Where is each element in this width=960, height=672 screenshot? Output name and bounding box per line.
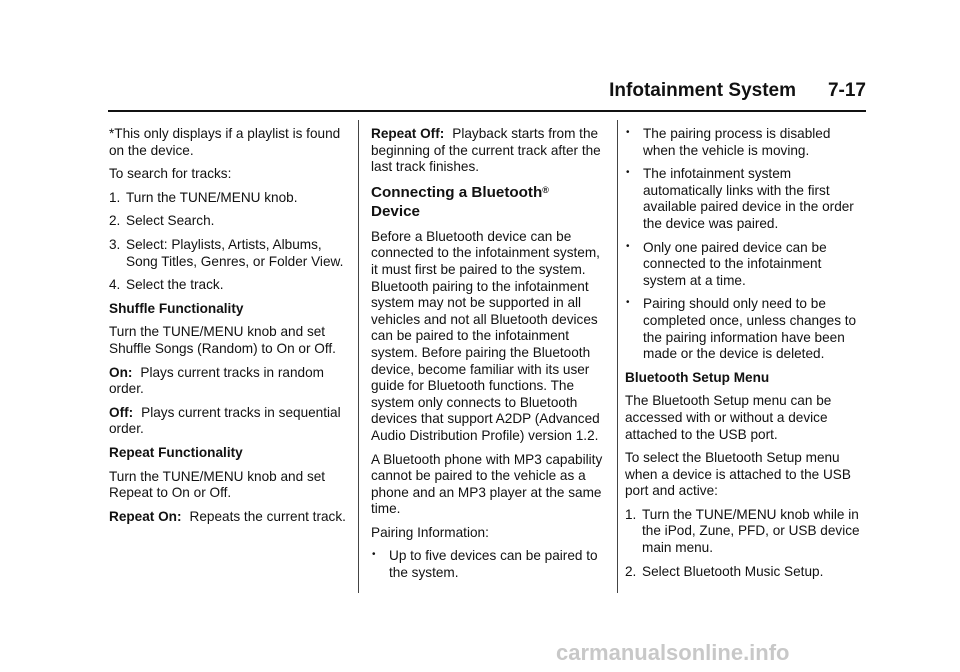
- list-item: • Up to five devices can be paired to the system.: [372, 548, 598, 581]
- on-definition: On: Plays current tracks in random order.: [109, 364, 324, 397]
- repeat-off-definition: Repeat Off: Playback starts from the beginning of the current track after the last track finishes.: [371, 126, 601, 175]
- list-item: 2. Select Search.: [109, 213, 215, 229]
- column-1: [109, 126, 347, 532]
- column-divider-2: [617, 120, 618, 593]
- search-intro: To search for tracks:: [109, 166, 232, 182]
- bullet-icon: •: [626, 167, 630, 179]
- footer-watermark[interactable]: carmanualsonline.info: [556, 640, 790, 665]
- repeat-text: Turn the TUNE/MENU knob and set Repeat to On or Off.: [109, 468, 326, 501]
- list-item: • The pairing process is disabled when the vehicle is moving.: [626, 126, 831, 158]
- list-item: 4. Select the track.: [109, 277, 224, 293]
- setup-menu-instructions: To select the Bluetooth Setup menu when a device is attached to the USB port and active:: [625, 450, 851, 499]
- bullet-icon: •: [626, 127, 630, 138]
- bluetooth-section-heading: Connecting a Bluetooth® Device: [371, 183, 549, 220]
- section-title: Infotainment System: [609, 80, 796, 101]
- mp3-note: A Bluetooth phone with MP3 capability cannot be paired to the vehicle as a phone and an MP3 player at the same time.: [371, 451, 603, 517]
- page-header: [108, 80, 866, 106]
- setup-menu-heading: Bluetooth Setup Menu: [625, 369, 770, 385]
- shuffle-heading: Shuffle Functionality: [109, 300, 244, 316]
- playlist-note: *This only displays if a playlist is found on the device.: [109, 126, 341, 158]
- list-item: • Only one paired device can be connected to the infotainment system at a time.: [626, 239, 827, 288]
- list-item: 3. Select: Playlists, Artists, Albums, Song Titles, Genres, or Folder View.: [109, 236, 344, 269]
- bullet-icon: •: [626, 297, 630, 309]
- pairing-info-label: Pairing Information:: [371, 524, 489, 540]
- list-item: • Pairing should only need to be completed once, unless changes to the pairing information have been made or the device is deleted.: [626, 296, 857, 362]
- page-number: 7-17: [827, 80, 866, 101]
- column-divider-1: [358, 120, 359, 593]
- header-rule: [108, 110, 866, 112]
- off-definition: Off: Plays current tracks in sequential order.: [109, 404, 341, 437]
- shuffle-text: Turn the TUNE/MENU knob and set Shuffle Songs (Random) to On or Off.: [109, 324, 336, 356]
- column-3: [625, 126, 863, 587]
- bullet-icon: •: [372, 549, 376, 561]
- bullet-icon: •: [626, 240, 630, 252]
- list-item: 2. Select Bluetooth Music Setup.: [625, 563, 824, 579]
- list-item: 1. Turn the TUNE/MENU knob while in the iPod, Zune, PFD, or USB device main menu.: [625, 506, 860, 556]
- repeat-heading: Repeat Functionality: [109, 444, 243, 460]
- bluetooth-intro: Before a Bluetooth device can be connected to the infotainment system, it must first be paired to the system. Bluetooth pairing to the infotainment system may not be supported in all vehicles and not all Bluetooth devices can be paired to the infotainment system. Before pairing the Bluetooth device, become familiar with its user guide for Bluetooth functions. The system only connects to Bluetooth devices that support A2DP (Advanced Audio Distribution Profile) version 1.2.: [371, 228, 600, 443]
- repeat-on-definition: Repeat On: Repeats the current track.: [109, 508, 346, 524]
- list-item: • The infotainment system automatically links with the first available paired device in the order the device was paired.: [626, 166, 854, 231]
- list-item: 1. Turn the TUNE/MENU knob.: [109, 189, 298, 205]
- setup-menu-text: The Bluetooth Setup menu can be accessed with or without a device attached to the USB port.: [625, 393, 832, 442]
- column-2: [371, 126, 609, 589]
